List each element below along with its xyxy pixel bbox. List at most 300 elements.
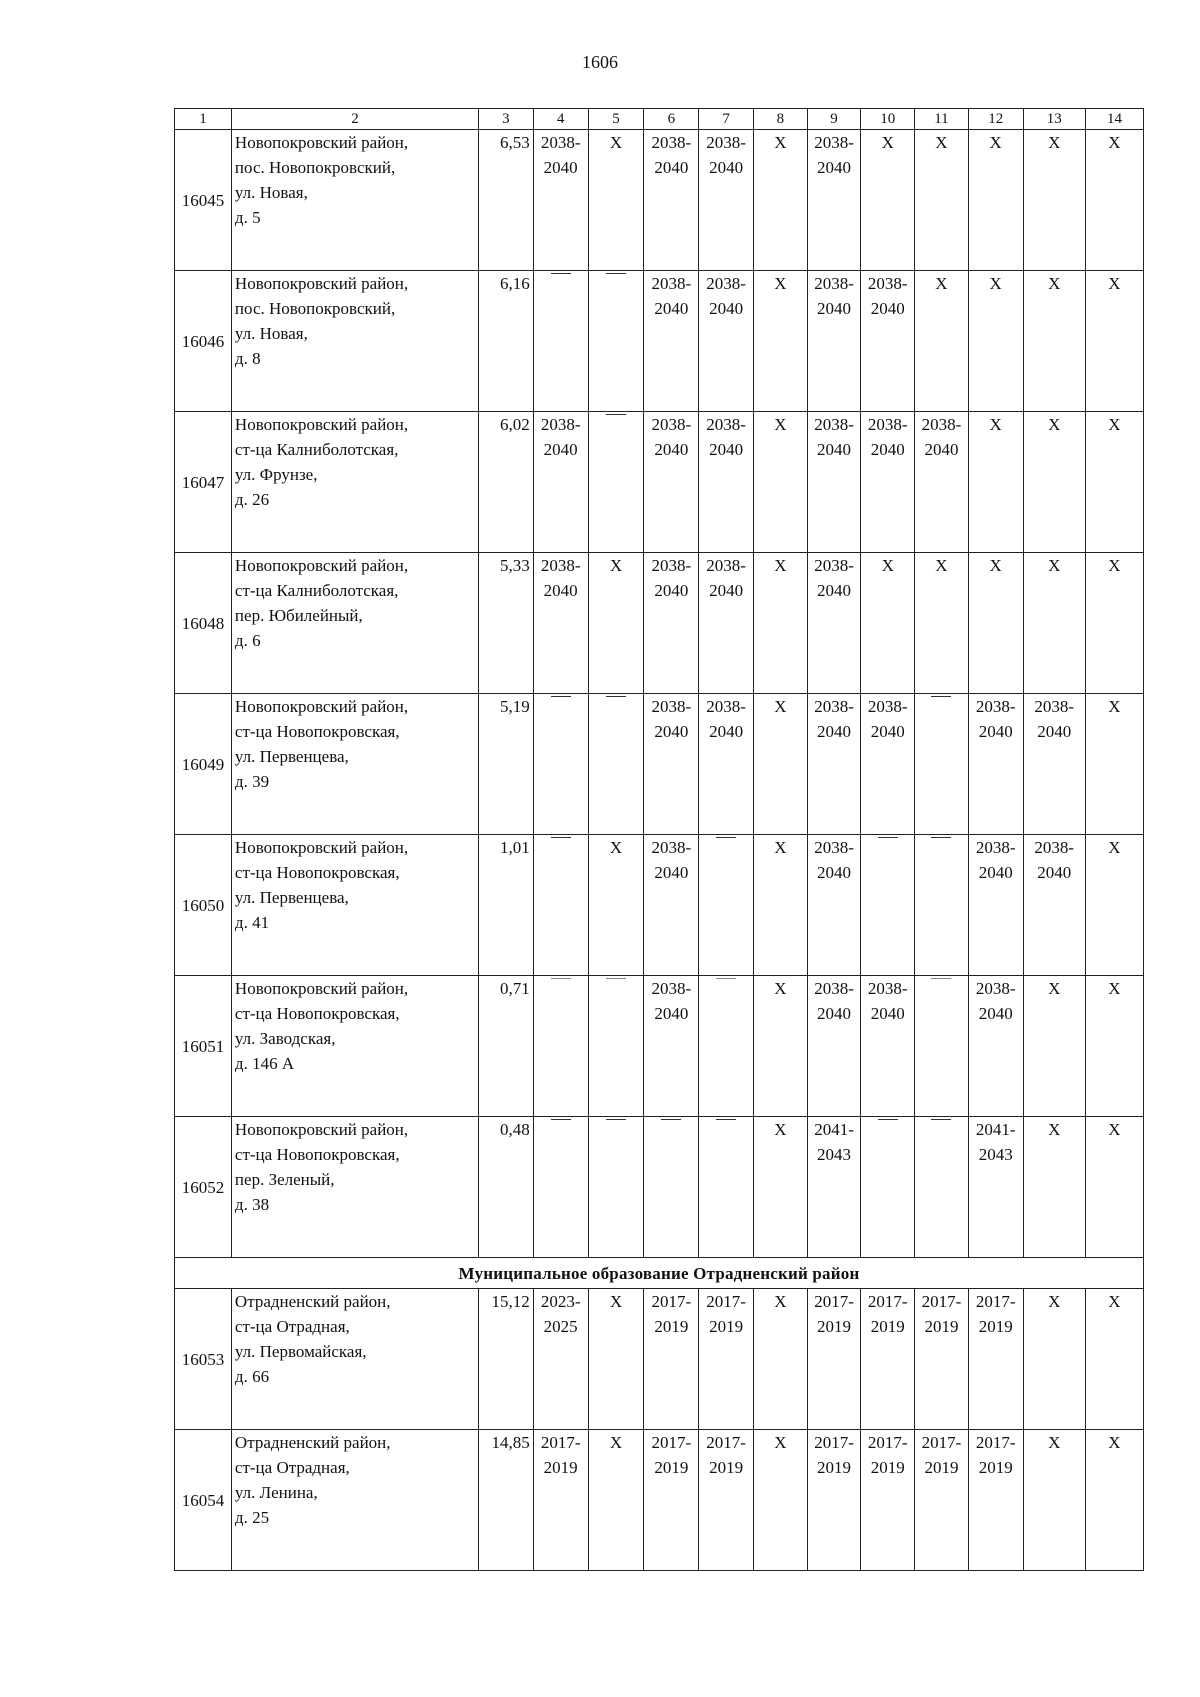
cell-line: 2040 xyxy=(817,1004,852,1023)
value-cell xyxy=(479,1430,534,1571)
cell-value: Х xyxy=(1108,697,1121,716)
cell-line: 2038- xyxy=(975,838,1016,857)
address-line: ул. Первенцева, xyxy=(234,888,349,907)
cell-line: 2017- xyxy=(921,1292,962,1311)
cell-value: Х xyxy=(774,415,787,434)
cell-value: Х xyxy=(1048,556,1061,575)
row-number: 16045 xyxy=(175,130,232,271)
cell-value: Х xyxy=(1108,274,1121,293)
cell-value: Х xyxy=(1108,556,1121,575)
cell-line: 2023- xyxy=(540,1292,581,1311)
address-line: Новопокровский район, xyxy=(234,274,409,293)
column-number: 14 xyxy=(1085,109,1143,130)
cell-value: Х xyxy=(774,697,787,716)
cell-line: 2038- xyxy=(975,979,1016,998)
cell-value: Х xyxy=(935,556,948,575)
dash-mark xyxy=(551,696,571,722)
cell-value: Х xyxy=(609,133,623,152)
dash-mark xyxy=(716,1119,736,1145)
cell-line: 2038- xyxy=(651,274,692,293)
cell-line: 2040 xyxy=(709,722,744,741)
cell-line: 2019 xyxy=(709,1458,744,1477)
table-cell xyxy=(861,271,915,412)
dash-mark xyxy=(606,273,626,299)
cell-line: 2038- xyxy=(975,697,1016,716)
table-cell xyxy=(861,976,915,1117)
table-cell xyxy=(588,271,644,412)
table-row xyxy=(175,412,1144,553)
cell-line: 2040 xyxy=(924,440,959,459)
table-cell xyxy=(533,412,588,553)
address-line: ст-ца Новопокровская, xyxy=(234,1004,400,1023)
table-cell xyxy=(968,553,1023,694)
table-cell xyxy=(588,694,644,835)
cell-line: 2038- xyxy=(814,133,854,152)
address-line: ст-ца Отрадная, xyxy=(234,1458,350,1477)
dash-mark xyxy=(931,978,951,1004)
table-cell xyxy=(588,1117,644,1258)
cell-value: Х xyxy=(1108,1433,1121,1452)
address-line: ул. Новая, xyxy=(234,324,308,343)
cell-line: 2017- xyxy=(975,1292,1016,1311)
cell-value: Х xyxy=(1048,274,1061,293)
value-cell xyxy=(479,976,534,1117)
cell-line: 2019 xyxy=(817,1317,852,1336)
cell-line: 2038- xyxy=(867,274,908,293)
address-line: Новопокровский район, xyxy=(234,415,409,434)
cell-value: 5,33 xyxy=(500,556,530,575)
address-line: пер. Зеленый, xyxy=(234,1170,335,1189)
table-cell xyxy=(968,1289,1023,1430)
address-line: д. 66 xyxy=(234,1367,270,1386)
table-cell xyxy=(1085,271,1143,412)
dash-mark xyxy=(606,414,626,440)
cell-line: 2038- xyxy=(867,979,908,998)
address-cell xyxy=(231,130,478,271)
address-line: д. 25 xyxy=(234,1508,270,1527)
address-line: д. 5 xyxy=(234,208,261,227)
cell-value: 1,01 xyxy=(500,838,530,857)
cell-line: 2038- xyxy=(651,697,692,716)
cell-value: Х xyxy=(609,1292,623,1311)
table-cell xyxy=(533,1117,588,1258)
cell-value: Х xyxy=(989,415,1002,434)
cell-line: 2043 xyxy=(817,1145,852,1164)
cell-line: 2040 xyxy=(654,863,689,882)
cell-line: 2040 xyxy=(654,722,689,741)
cell-line: 2017- xyxy=(921,1433,962,1452)
cell-value: Х xyxy=(1048,133,1061,152)
cell-line: 2038- xyxy=(867,415,908,434)
cell-value: Х xyxy=(989,274,1002,293)
cell-value: 14,85 xyxy=(491,1433,530,1452)
cell-line: 2019 xyxy=(870,1458,905,1477)
cell-line: 2040 xyxy=(654,440,689,459)
cell-value: 6,16 xyxy=(500,274,530,293)
address-cell xyxy=(231,412,478,553)
table-cell xyxy=(644,271,699,412)
address-line: д. 39 xyxy=(234,772,270,791)
table-cell xyxy=(968,694,1023,835)
cell-line: 2040 xyxy=(543,440,578,459)
table-cell xyxy=(644,1289,699,1430)
table-cell xyxy=(1085,553,1143,694)
address-line: пос. Новопокровский, xyxy=(234,299,396,318)
table-row xyxy=(175,976,1144,1117)
address-line: Отрадненский район, xyxy=(234,1292,391,1311)
table-cell xyxy=(1023,271,1085,412)
cell-line: 2040 xyxy=(817,581,852,600)
cell-line: 2040 xyxy=(654,158,689,177)
cell-line: 2040 xyxy=(817,299,852,318)
table-cell xyxy=(699,271,754,412)
dash-mark xyxy=(716,837,736,863)
table-cell xyxy=(644,976,699,1117)
address-line: ул. Новая, xyxy=(234,183,308,202)
table-cell xyxy=(533,976,588,1117)
column-number: 9 xyxy=(807,109,861,130)
row-number: 16053 xyxy=(175,1289,232,1430)
address-line: д. 41 xyxy=(234,913,270,932)
column-number: 7 xyxy=(699,109,754,130)
cell-value: Х xyxy=(1108,133,1121,152)
table-cell xyxy=(1085,835,1143,976)
dash-mark xyxy=(931,837,951,863)
table-cell xyxy=(533,553,588,694)
table-cell xyxy=(915,976,969,1117)
table-cell xyxy=(1085,1117,1143,1258)
table-cell xyxy=(699,130,754,271)
table-cell xyxy=(753,412,807,553)
table-cell xyxy=(699,1430,754,1571)
cell-line: 2017- xyxy=(867,1433,908,1452)
cell-value: Х xyxy=(774,133,787,152)
address-cell xyxy=(231,271,478,412)
cell-line: 2040 xyxy=(817,158,852,177)
cell-line: 2040 xyxy=(654,1004,689,1023)
value-cell xyxy=(479,1289,534,1430)
address-line: ст-ца Новопокровская, xyxy=(234,722,400,741)
address-line: д. 8 xyxy=(234,349,261,368)
cell-line: 2017- xyxy=(867,1292,908,1311)
table-cell xyxy=(968,1430,1023,1571)
address-line: д. 26 xyxy=(234,490,270,509)
table-cell xyxy=(1085,130,1143,271)
address-line: Новопокровский район, xyxy=(234,1120,409,1139)
cell-value: Х xyxy=(774,274,787,293)
column-number: 5 xyxy=(588,109,644,130)
table-cell xyxy=(1023,1430,1085,1571)
cell-value: Х xyxy=(1048,979,1061,998)
table-cell xyxy=(1023,694,1085,835)
address-cell xyxy=(231,835,478,976)
cell-line: 2040 xyxy=(709,581,744,600)
address-line: Отрадненский район, xyxy=(234,1433,391,1452)
address-line: ул. Ленина, xyxy=(234,1483,318,1502)
address-line: Новопокровский район, xyxy=(234,133,409,152)
cell-value: Х xyxy=(989,556,1002,575)
row-number: 16052 xyxy=(175,1117,232,1258)
table-cell xyxy=(753,271,807,412)
table-cell xyxy=(807,412,861,553)
register-table xyxy=(174,108,1144,1571)
cell-value: Х xyxy=(774,1433,787,1452)
cell-line: 2038- xyxy=(651,415,692,434)
table-cell xyxy=(861,694,915,835)
table-cell xyxy=(968,412,1023,553)
column-number-row xyxy=(175,109,1144,130)
table-cell xyxy=(533,694,588,835)
table-cell xyxy=(588,835,644,976)
dash-mark xyxy=(878,1119,898,1145)
column-number: 11 xyxy=(915,109,969,130)
table-cell xyxy=(861,835,915,976)
cell-value: 0,71 xyxy=(500,979,530,998)
dash-mark xyxy=(606,978,626,1004)
table-cell xyxy=(861,412,915,553)
table-cell xyxy=(533,271,588,412)
dash-mark xyxy=(606,696,626,722)
table-cell xyxy=(644,1117,699,1258)
cell-line: 2040 xyxy=(817,863,852,882)
table-cell xyxy=(1023,412,1085,553)
cell-value: Х xyxy=(774,1120,787,1139)
table-cell xyxy=(1085,412,1143,553)
address-line: ул. Первенцева, xyxy=(234,747,349,766)
table-cell xyxy=(753,130,807,271)
row-number: 16051 xyxy=(175,976,232,1117)
table-cell xyxy=(915,1289,969,1430)
cell-line: 2038- xyxy=(706,274,746,293)
cell-line: 2040 xyxy=(1037,722,1072,741)
cell-line: 2041- xyxy=(814,1120,854,1139)
dash-mark xyxy=(931,696,951,722)
table-cell xyxy=(588,976,644,1117)
cell-value: Х xyxy=(1048,1292,1061,1311)
address-line: Новопокровский район, xyxy=(234,556,409,575)
cell-line: 2025 xyxy=(543,1317,578,1336)
cell-value: Х xyxy=(774,979,787,998)
section-row xyxy=(175,1258,1144,1289)
cell-line: 2019 xyxy=(543,1458,578,1477)
cell-value: Х xyxy=(1108,838,1121,857)
table-cell xyxy=(699,1289,754,1430)
table-cell xyxy=(588,412,644,553)
table-cell xyxy=(1023,1117,1085,1258)
column-number: 1 xyxy=(175,109,232,130)
address-line: ст-ца Новопокровская, xyxy=(234,863,400,882)
cell-line: 2040 xyxy=(709,158,744,177)
table-cell xyxy=(915,694,969,835)
cell-line: 2038- xyxy=(651,133,692,152)
table-cell xyxy=(533,835,588,976)
table-cell xyxy=(968,976,1023,1117)
row-number: 16048 xyxy=(175,553,232,694)
cell-line: 2040 xyxy=(1037,863,1072,882)
cell-line: 2038- xyxy=(814,274,854,293)
table-cell xyxy=(807,835,861,976)
cell-value: Х xyxy=(1108,415,1121,434)
address-cell xyxy=(231,976,478,1117)
cell-line: 2040 xyxy=(978,1004,1013,1023)
cell-line: 2040 xyxy=(978,863,1013,882)
table-cell xyxy=(588,553,644,694)
table-cell xyxy=(807,553,861,694)
cell-line: 2038- xyxy=(706,415,746,434)
cell-line: 2040 xyxy=(543,581,578,600)
table-cell xyxy=(1085,1289,1143,1430)
table-cell xyxy=(753,553,807,694)
cell-value: Х xyxy=(935,133,948,152)
page-number: 1606 xyxy=(582,52,618,72)
column-number: 8 xyxy=(753,109,807,130)
cell-line: 2040 xyxy=(817,722,852,741)
cell-line: 2038- xyxy=(651,979,692,998)
address-cell xyxy=(231,1430,478,1571)
cell-value: Х xyxy=(1048,1120,1061,1139)
table-cell xyxy=(968,835,1023,976)
cell-line: 2019 xyxy=(870,1317,905,1336)
table-cell xyxy=(753,1117,807,1258)
cell-line: 2019 xyxy=(924,1317,959,1336)
cell-line: 2040 xyxy=(870,440,905,459)
address-line: ст-ца Отрадная, xyxy=(234,1317,350,1336)
address-line: ст-ца Калниболотская, xyxy=(234,440,399,459)
address-line: пос. Новопокровский, xyxy=(234,158,396,177)
table-cell xyxy=(861,1117,915,1258)
cell-line: 2019 xyxy=(978,1458,1013,1477)
table-cell xyxy=(1085,976,1143,1117)
table-cell xyxy=(968,130,1023,271)
value-cell xyxy=(479,835,534,976)
column-number: 3 xyxy=(479,109,534,130)
table-cell xyxy=(699,694,754,835)
cell-line: 2040 xyxy=(978,722,1013,741)
table-cell xyxy=(807,1430,861,1571)
cell-line: 2019 xyxy=(654,1458,689,1477)
table-cell xyxy=(1085,694,1143,835)
cell-value: Х xyxy=(881,133,894,152)
column-number: 6 xyxy=(644,109,699,130)
value-cell xyxy=(479,553,534,694)
cell-line: 2017- xyxy=(975,1433,1016,1452)
cell-value: Х xyxy=(774,556,787,575)
table-cell xyxy=(807,130,861,271)
cell-line: 2019 xyxy=(654,1317,689,1336)
row-number: 16049 xyxy=(175,694,232,835)
table-cell xyxy=(861,130,915,271)
table-cell xyxy=(807,1289,861,1430)
value-cell xyxy=(479,694,534,835)
cell-line: 2038- xyxy=(651,838,692,857)
cell-line: 2038- xyxy=(814,697,854,716)
cell-line: 2040 xyxy=(817,440,852,459)
table-cell xyxy=(915,271,969,412)
cell-value: Х xyxy=(989,133,1002,152)
table-cell xyxy=(861,553,915,694)
value-cell xyxy=(479,1117,534,1258)
table-cell xyxy=(807,976,861,1117)
table-cell xyxy=(807,694,861,835)
table-cell xyxy=(915,553,969,694)
cell-line: 2043 xyxy=(978,1145,1013,1164)
cell-value: 6,02 xyxy=(500,415,530,434)
table-cell xyxy=(753,1289,807,1430)
address-line: ул. Фрунзе, xyxy=(234,465,318,484)
address-line: ст-ца Новопокровская, xyxy=(234,1145,400,1164)
cell-line: 2040 xyxy=(709,299,744,318)
address-cell xyxy=(231,1289,478,1430)
cell-line: 2038- xyxy=(540,133,581,152)
table-cell xyxy=(807,1117,861,1258)
table-cell xyxy=(915,1117,969,1258)
table-row xyxy=(175,1117,1144,1258)
cell-line: 2038- xyxy=(1034,838,1075,857)
cell-value: Х xyxy=(1048,1433,1061,1452)
cell-line: 2040 xyxy=(654,299,689,318)
address-line: ул. Заводская, xyxy=(234,1029,336,1048)
address-cell xyxy=(231,553,478,694)
value-cell xyxy=(479,412,534,553)
table-row xyxy=(175,130,1144,271)
table-cell xyxy=(644,412,699,553)
cell-line: 2038- xyxy=(1034,697,1075,716)
dash-mark xyxy=(931,1119,951,1145)
cell-line: 2017- xyxy=(706,1292,746,1311)
cell-value: Х xyxy=(609,1433,623,1452)
table-cell xyxy=(588,130,644,271)
table-cell xyxy=(915,130,969,271)
address-line: пер. Юбилейный, xyxy=(234,606,363,625)
table-cell xyxy=(1023,835,1085,976)
table-cell xyxy=(588,1430,644,1571)
cell-value: Х xyxy=(609,838,623,857)
table-cell xyxy=(1023,976,1085,1117)
address-line: ст-ца Калниболотская, xyxy=(234,581,399,600)
address-cell xyxy=(231,1117,478,1258)
dash-mark xyxy=(551,1119,571,1145)
column-number: 2 xyxy=(231,109,478,130)
table-cell xyxy=(644,694,699,835)
column-number: 10 xyxy=(861,109,915,130)
table-row xyxy=(175,1289,1144,1430)
table-cell xyxy=(699,1117,754,1258)
table-cell xyxy=(533,130,588,271)
cell-line: 2017- xyxy=(651,1433,692,1452)
table-cell xyxy=(533,1289,588,1430)
table-cell xyxy=(753,835,807,976)
cell-value: Х xyxy=(1108,979,1121,998)
address-line: ул. Первомайская, xyxy=(234,1342,367,1361)
value-cell xyxy=(479,271,534,412)
column-number: 13 xyxy=(1023,109,1085,130)
cell-value: Х xyxy=(1108,1120,1121,1139)
cell-line: 2017- xyxy=(706,1433,746,1452)
cell-line: 2038- xyxy=(651,556,692,575)
cell-line: 2038- xyxy=(867,697,908,716)
cell-line: 2038- xyxy=(814,979,854,998)
address-line: д. 6 xyxy=(234,631,261,650)
dash-mark xyxy=(551,273,571,299)
cell-line: 2017- xyxy=(651,1292,692,1311)
cell-line: 2041- xyxy=(975,1120,1016,1139)
table-cell xyxy=(699,976,754,1117)
column-number: 4 xyxy=(533,109,588,130)
address-line: Новопокровский район, xyxy=(234,979,409,998)
row-number: 16047 xyxy=(175,412,232,553)
table-row xyxy=(175,1430,1144,1571)
cell-value: 0,48 xyxy=(500,1120,530,1139)
